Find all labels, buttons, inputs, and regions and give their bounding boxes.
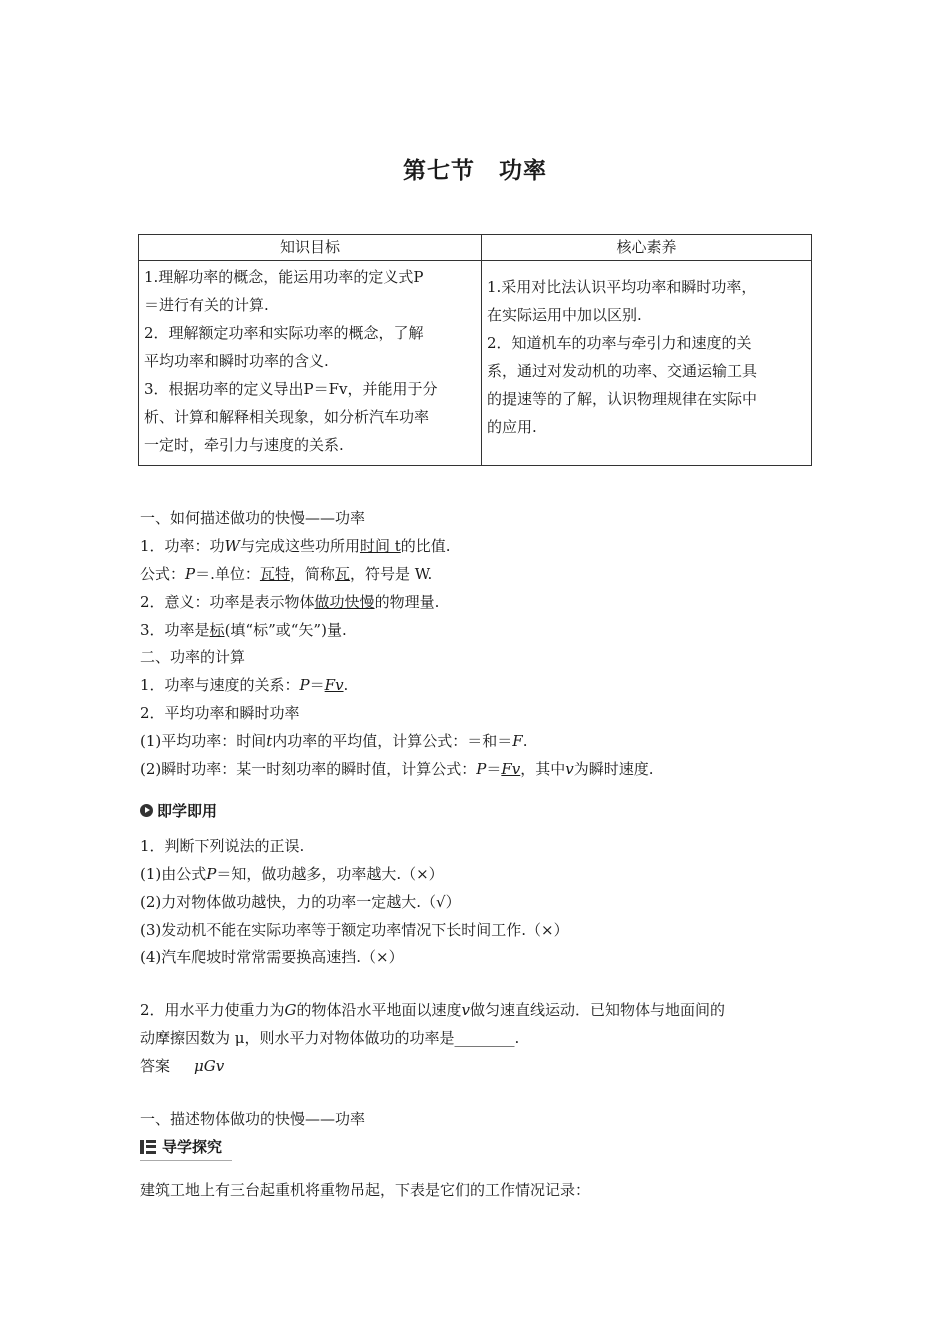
text-line: (1)平均功率：时间t内功率的平均值，计算公式：＝和＝F.	[140, 732, 528, 750]
practice-heading	[140, 800, 217, 821]
text-line: 1．判断下列说法的正误.	[140, 837, 305, 855]
text-line: 1．功率：功W与完成这些功所用时间 t的比值.	[140, 537, 451, 555]
goal-line: ＝进行有关的计算.	[144, 296, 269, 314]
goal-line: 析、计算和解释相关现象，如分析汽车功率	[144, 408, 430, 426]
text-line: (4)汽车爬坡时常常需要换高速挡.（×）	[140, 948, 404, 966]
goal-line: 3．根据功率的定义导出P＝Fv，并能用于分	[144, 380, 438, 398]
text-line: (2)瞬时功率：某一时刻功率的瞬时值，计算公式：P＝Fv，其中v为瞬时速度.	[140, 760, 654, 778]
guide-label: 导学探究	[162, 1138, 223, 1156]
goal-line: 2．理解额定功率和实际功率的概念，了解	[144, 324, 424, 342]
play-icon	[140, 804, 153, 817]
text-line: 公式：P＝.单位：瓦特，简称瓦，符号是 W.	[140, 565, 433, 583]
competency-line: 系，通过对发动机的功率、交通运输工具	[487, 362, 758, 380]
competency-cell	[482, 261, 812, 466]
competency-line: 在实际运用中加以区别.	[487, 306, 642, 324]
answer-line: 答案 μGv	[140, 1057, 225, 1075]
section-heading: 二、功率的计算	[140, 648, 246, 666]
competency-line: 1.采用对比法认识平均功率和瞬时功率，	[487, 278, 757, 296]
text-line: 2．平均功率和瞬时功率	[140, 704, 300, 722]
goals-header-knowledge: 知识目标	[139, 235, 482, 261]
text-line: 动摩擦因数为 μ，则水平力对物体做功的功率是________.	[140, 1029, 520, 1047]
goal-line: 一定时，牵引力与速度的关系.	[144, 436, 344, 454]
list-icon	[140, 1140, 156, 1154]
text-line: 1．功率与速度的关系：P＝Fv.	[140, 676, 349, 694]
text-line: (3)发动机不能在实际功率等于额定功率情况下长时间工作.（×）	[140, 921, 569, 939]
practice-label: 即学即用	[157, 802, 218, 820]
section-heading: 一、如何描述做功的快慢——功率	[140, 509, 366, 527]
text-line: 2．用水平力使重力为G的物体沿水平地面以速度v做匀速直线运动．已知物体与地面间的	[140, 1001, 726, 1019]
knowledge-goals-cell	[139, 261, 482, 466]
text-line: 建筑工地上有三台起重机将重物吊起，下表是它们的工作情况记录：	[140, 1181, 591, 1199]
text-line: 3．功率是标(填“标”或“矢”)量.	[140, 621, 347, 639]
competency-line: 2．知道机车的功率与牵引力和速度的关	[487, 334, 752, 352]
section-heading: 一、描述物体做功的快慢——功率	[140, 1110, 366, 1128]
competency-line: 的提速等的了解，认识物理规律在实际中	[487, 390, 758, 408]
page-title: 第七节 功率	[403, 158, 547, 184]
goal-line: 1.理解功率的概念，能运用功率的定义式P	[144, 268, 424, 286]
competency-line: 的应用.	[487, 418, 537, 436]
goals-table	[138, 234, 812, 466]
text-line: (2)力对物体做功越快，力的功率一定越大.（√）	[140, 893, 461, 911]
text-line: 2．意义：功率是表示物体做功快慢的物理量.	[140, 593, 440, 611]
goal-line: 平均功率和瞬时功率的含义.	[144, 352, 329, 370]
text-line: (1)由公式P＝知，做功越多，功率越大.（×）	[140, 865, 444, 883]
guide-heading	[140, 1136, 232, 1161]
goals-header-competency: 核心素养	[482, 235, 812, 261]
